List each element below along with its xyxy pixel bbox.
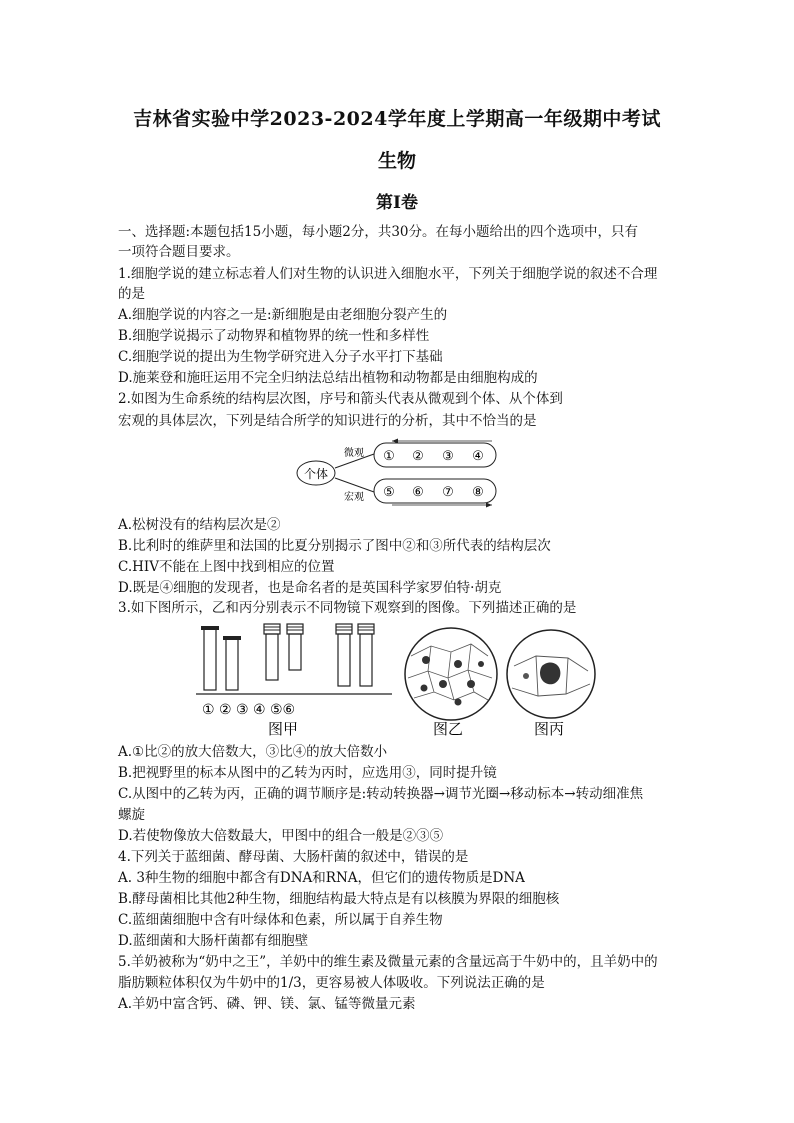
q5-stem: 5.羊奶被称为“奶中之王”，羊奶中的维生素及微量元素的含量远高于牛奶中的，且羊奶中的 — [118, 954, 658, 970]
objective-6 — [360, 634, 372, 686]
macro-level-6: ⑥ — [412, 485, 424, 500]
objective-3 — [266, 634, 278, 680]
q4-option-d: D.蓝细菌和大肠杆菌都有细胞壁 — [118, 933, 309, 949]
q2-option-b: B.比利时的维萨里和法国的比夏分别揭示了图中②和③所代表的结构层次 — [118, 538, 551, 554]
q1-option-d: D.施莱登和施旺运用不完全归纳法总结出植物和动物都是由细胞构成的 — [118, 370, 538, 386]
q1-option-a: A.细胞学说的内容之一是:新细胞是由老细胞分裂产生的 — [118, 307, 448, 323]
tube-labels: ① ② ③ ④ ⑤⑥ — [202, 702, 296, 718]
view-bing — [507, 630, 595, 718]
life-system-hierarchy-diagram — [292, 438, 502, 508]
q3-option-c-cont: 螺旋 — [118, 807, 145, 823]
volume-title: 第Ⅰ卷 — [376, 193, 418, 213]
eyepiece-1 — [204, 628, 216, 690]
microscope-figure — [196, 616, 600, 744]
eyepiece-2 — [226, 638, 238, 690]
q1-stem: 1.细胞学说的建立标志着人们对生物的认识进入细胞水平，下列关于细胞学说的叙述不合理 — [118, 266, 658, 282]
q2-option-c: C.HIV不能在上图中找到相应的位置 — [118, 559, 335, 575]
macro-level-7: ⑦ — [442, 485, 454, 500]
macro-label: 宏观 — [344, 492, 364, 503]
macro-level-8: ⑧ — [472, 485, 484, 500]
fig-yi-label: 图乙 — [433, 720, 464, 738]
micro-level-2: ② — [412, 449, 424, 464]
q3-option-a: A.①比②的放大倍数大，③比④的放大倍数小 — [118, 744, 388, 760]
q5-option-a: A.羊奶中富含钙、磷、钾、镁、氯、锰等微量元素 — [118, 996, 416, 1012]
micro-label: 微观 — [344, 448, 364, 459]
q4-stem: 4.下列关于蓝细菌、酵母菌、大肠杆菌的叙述中，错误的是 — [118, 849, 469, 865]
section-instructions: 一、选择题:本题包括15小题，每小题2分，共30分。在每小题给出的四个选项中，只有 — [118, 224, 638, 240]
micro-level-1: ① — [383, 449, 395, 464]
q1-option-c: C.细胞学说的提出为生物学研究进入分子水平打下基础 — [118, 349, 443, 365]
fig-bing-label: 图丙 — [534, 720, 565, 738]
q3-option-b: B.把视野里的标本从图中的乙转为丙时，应选用③，同时提升镜 — [118, 765, 497, 781]
q1-option-b: B.细胞学说揭示了动物界和植物界的统一性和多样性 — [118, 328, 430, 344]
q4-option-b: B.酵母菌相比其他2种生物，细胞结构最大特点是有以核膜为界限的细胞核 — [118, 891, 560, 907]
objective-4 — [289, 634, 301, 670]
micro-level-3: ③ — [442, 449, 454, 464]
view-yi — [405, 628, 497, 720]
section-instructions-cont: 一项符合题目要求。 — [118, 244, 240, 260]
q2-option-a: A.松树没有的结构层次是② — [118, 517, 281, 533]
q3-option-d: D.若使物像放大倍数最大，甲图中的组合一般是②③⑤ — [118, 828, 444, 844]
individual-label: 个体 — [303, 467, 329, 481]
micro-level-4: ④ — [472, 449, 484, 464]
exam-title: 吉林省实验中学2023-2024学年度上学期高一年级期中考试 — [133, 108, 661, 130]
fig-jia-label: 图甲 — [268, 720, 299, 738]
q5-stem-cont: 脂肪颗粒体积仅为牛奶中的1/3，更容易被人体吸收。下列说法正确的是 — [118, 975, 545, 991]
macro-level-5: ⑤ — [383, 485, 395, 500]
q1-stem-cont: 的是 — [118, 286, 145, 302]
q2-option-d: D.既是④细胞的发现者，也是命名者的是英国科学家罗伯特·胡克 — [118, 580, 502, 596]
q2-stem-cont: 宏观的具体层次，下列是结合所学的知识进行的分析，其中不恰当的是 — [118, 413, 537, 429]
subject-title: 生物 — [377, 150, 416, 172]
q4-option-a: A. 3种生物的细胞中都含有DNA和RNA，但它们的遗传物质是DNA — [118, 870, 525, 886]
q3-stem: 3.如下图所示，乙和丙分别表示不同物镜下观察到的图像。下列描述正确的是 — [118, 600, 577, 616]
q4-option-c: C.蓝细菌细胞中含有叶绿体和色素，所以属于自养生物 — [118, 912, 443, 928]
q3-option-c: C.从图中的乙转为丙，正确的调节顺序是:转动转换器→调节光圈→移动标本→转动细准焦 — [118, 786, 644, 802]
q2-stem: 2.如图为生命系统的结构层次图，序号和箭头代表从微观到个体、从个体到 — [118, 391, 563, 407]
objective-5 — [338, 634, 350, 686]
